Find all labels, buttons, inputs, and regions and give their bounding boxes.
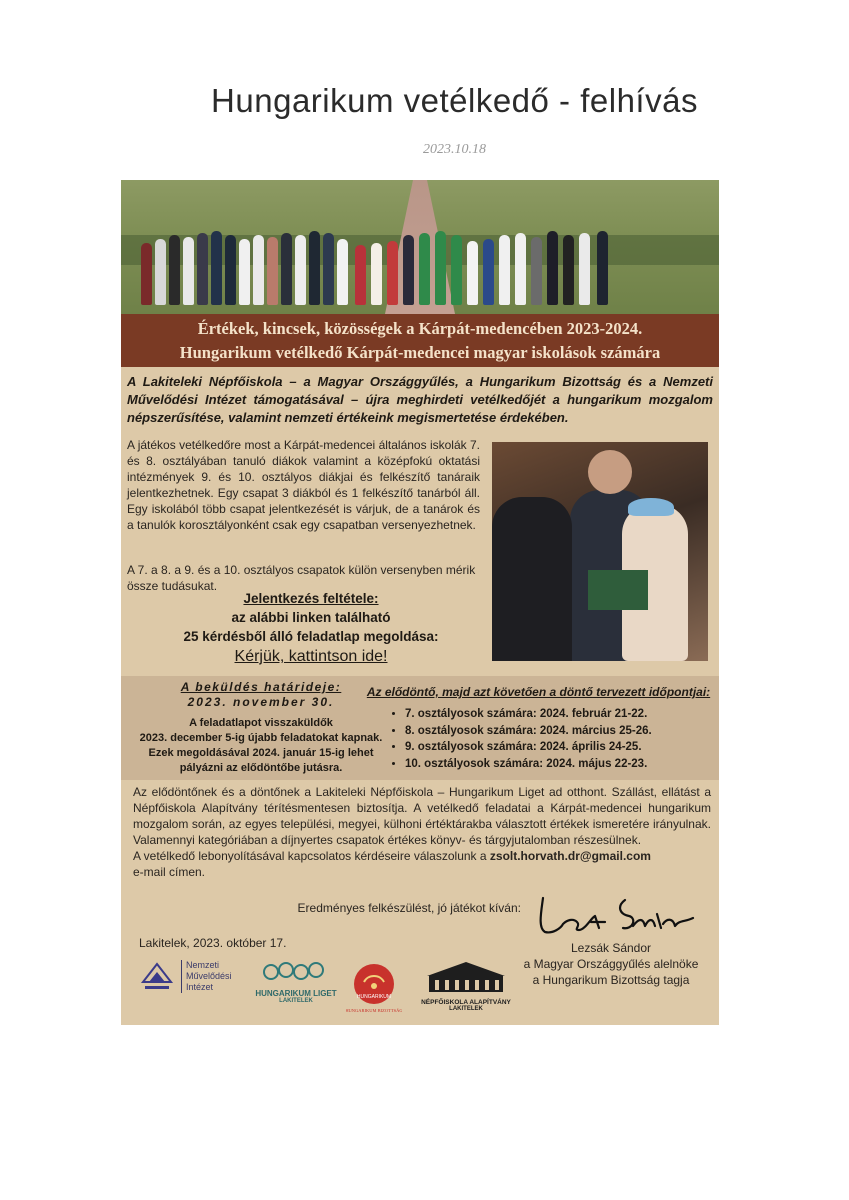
condition-heading: Jelentkezés feltétele: bbox=[243, 591, 379, 606]
poster bbox=[121, 180, 719, 1025]
venue-paragraph bbox=[133, 784, 711, 880]
alapitvany-caption: NÉPFŐISKOLA ALAPÍTVÁNY bbox=[421, 999, 511, 1006]
contact-suffix: e-mail címen. bbox=[133, 865, 206, 879]
deadline-date: 2023. november 30. bbox=[187, 695, 335, 709]
alapitvany-caption: LAKITELEK bbox=[449, 1006, 483, 1012]
schedule-item: • 7. osztályosok számára: 2024. február 21-22. bbox=[405, 706, 719, 723]
signer-role: a Hungarikum Bizottság tagja bbox=[532, 973, 690, 987]
page-title: Hungarikum vetélkedő - felhívás bbox=[211, 82, 698, 119]
schedule-list bbox=[389, 706, 719, 772]
deadline-line: 2023. december 5-ig újabb feladatokat kapnak. bbox=[139, 732, 383, 744]
deadline-text bbox=[121, 716, 401, 776]
deadline-title: A beküldés határideje: bbox=[180, 680, 342, 694]
liget-caption: HUNGARIKUM LIGET bbox=[255, 989, 337, 998]
signer-block bbox=[506, 940, 716, 988]
deadline-line: pályázni az elődöntőbe jutásra. bbox=[179, 762, 343, 774]
liget-ornament-icon bbox=[251, 960, 341, 984]
application-condition bbox=[161, 589, 461, 646]
eligibility-paragraph: A játékos vetélkedőre most a Kárpát-medencei általános iskolák 7. és 8. osztályában tanuló diákok valamint a középfokú oktatási intézmények 9. és 10. osztályos diákjai és felkészítő tanáraik jelentkezhetnek. Egy csapat 3 diákból és 1 felkészítő tanárból áll. Egy iskolából több csapat jelentkezését is várjuk, de a tanárok és a tanulók korosztályonként csak egy csapatban versenyezhetnek. bbox=[127, 438, 480, 532]
bizottsag-inner-text: HUNGARIKUM bbox=[356, 994, 392, 1000]
banner-line-2: Hungarikum vetélkedő Kárpát-medencei magyar iskolások számára bbox=[179, 343, 661, 362]
bizottsag-ring-text: HUNGARIKUM BIZOTTSÁG bbox=[346, 1008, 402, 1013]
hungarikum-bizottsag-logo bbox=[346, 960, 402, 1021]
nmi-emblem-icon bbox=[139, 960, 175, 996]
signature bbox=[533, 888, 703, 943]
closing-wish: Eredményes felkészülést, jó játékot kíván: bbox=[297, 901, 521, 915]
group-people bbox=[141, 210, 661, 305]
condition-line-3: 25 kérdésből álló feladatlap megoldása: bbox=[183, 629, 439, 644]
contact-email[interactable]: zsolt.horvath.dr@gmail.com bbox=[489, 849, 651, 863]
nmi-logo bbox=[139, 960, 239, 996]
bizottsag-emblem-icon bbox=[346, 960, 402, 1016]
liget-caption: LAKITELEK bbox=[279, 998, 313, 1004]
group-photo bbox=[121, 180, 719, 314]
building-icon bbox=[421, 960, 511, 994]
venue-text: Az elődöntőnek és a döntőnek a Lakiteleki Népfőiskola – Hungarikum Liget ad otthont. Szállást, ellátást a Népfőiskola Alapítvány térítésmentesen biztosítja. A vetélkedő feladatai a Kárpát-medencei hungarikum mozgalom során, az egyes települési, megyei, külhoni értéktárakba választott értékek ismeretére irányulnak. Valamennyi kategóriában a díjnyertes csapatok értékes könyv- és tárgyjutalomban részesülnek. bbox=[133, 785, 711, 847]
award-photo bbox=[492, 442, 708, 661]
post-date: 2023.10.18 bbox=[423, 142, 486, 157]
place-date: Lakitelek, 2023. október 17. bbox=[139, 936, 287, 950]
schedule-title: Az elődöntő, majd azt követően a döntő tervezett időpontjai: bbox=[366, 685, 711, 699]
signer-name: Lezsák Sándor bbox=[570, 941, 652, 955]
deadline-line: A feladatlapot visszaküldők bbox=[189, 717, 333, 729]
signer-role: a Magyar Országgyűlés alelnöke bbox=[523, 957, 699, 971]
photo-gift-box bbox=[588, 570, 648, 610]
nepfoiskola-alapitvany-logo bbox=[421, 960, 511, 1012]
photo-figure bbox=[628, 498, 674, 516]
photo-figure bbox=[492, 497, 572, 661]
contact-text: A vetélkedő lebonyolításával kapcsolatos kérdéseire válaszolunk a bbox=[133, 849, 490, 863]
hungarikum-liget-logo bbox=[251, 960, 341, 1004]
categories-paragraph: A 7. a 8. a 9. és a 10. osztályos csapatok külön versenyben mérik össze tudásukat. bbox=[127, 563, 476, 593]
nmi-logo-text: Nemzeti Művelődési Intézet bbox=[181, 960, 236, 993]
condition-line-2: az alábbi linken található bbox=[231, 610, 391, 625]
intro-paragraph: A Lakiteleki Népfőiskola – a Magyar Országgyűlés, a Hungarikum Bizottság és a Nemzeti Művelődési Intézet támogatásával – újra meghirdeti vetélkedőjét a hungarikum mozgalom népszerűsítése, valamint nemzeti értékeink megismertetése érdekében. bbox=[127, 374, 713, 425]
banner-line-1: Értékek, kincsek, közösségek a Kárpát-medencében 2023-2024. bbox=[197, 319, 643, 338]
deadline-line: Ezek megoldásával 2024. január 15-ig lehet bbox=[148, 747, 374, 759]
questionnaire-link[interactable]: Kérjük, kattintson ide! bbox=[234, 648, 388, 665]
title-banner bbox=[121, 314, 719, 367]
schedule-item: • 10. osztályosok számára: 2024. május 22-23. bbox=[405, 756, 719, 773]
photo-figure bbox=[588, 450, 632, 494]
schedule-item: • 9. osztályosok számára: 2024. április 24-25. bbox=[405, 739, 719, 756]
schedule-item: • 8. osztályosok számára: 2024. március 25-26. bbox=[405, 723, 719, 740]
